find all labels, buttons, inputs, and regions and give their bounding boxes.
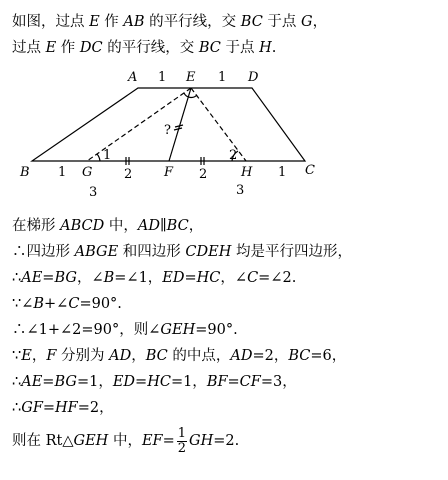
solution-line-5: ∴∠1+∠2=90°，则∠GEH=90°. (12, 322, 238, 338)
right-angle-arc (184, 93, 197, 97)
trapezoid-figure (0, 62, 448, 212)
solution-line-6: ∵E，F 分别为 AD，BC 的中点，AD=2，BC=6， (12, 348, 347, 364)
seg-ae-length: 1 (158, 70, 167, 85)
label-d: D (248, 70, 259, 85)
solution-line-4: ∵∠B+∠C=90°. (12, 296, 122, 312)
solution-line-7: ∴AE=BG=1，ED=HC=1，BF=CF=3， (12, 374, 297, 390)
below-g-value: 3 (89, 185, 98, 200)
label-a: A (128, 70, 138, 85)
ef-unknown-label: ? (164, 123, 171, 138)
angle-1-arc (97, 154, 100, 161)
seg-bg-length: 1 (58, 165, 67, 180)
solution-line-9: 则在 Rt△GEH 中，EF= $\frac{1}{2}$ GH=2. (12, 425, 240, 456)
label-f: F (164, 165, 174, 180)
seg-hc-length: 1 (278, 165, 287, 180)
label-b: B (20, 165, 30, 180)
intro-line-1: 如图，过点 E 作 AB 的平行线，交 BC 于点 G， (12, 14, 328, 30)
seg-gf-length: 2 (124, 167, 133, 182)
fraction-one-half: $\frac{1}{2}$ (177, 425, 187, 456)
intro-line-2: 过点 E 作 DC 的平行线，交 BC 于点 H. (12, 40, 277, 56)
angle-2-label: 2 (229, 148, 238, 163)
solution-line-8: ∴GF=HF=2， (12, 400, 114, 416)
segment-ef (169, 88, 191, 161)
label-h: H (241, 165, 253, 180)
seg-ed-length: 1 (218, 70, 227, 85)
segment-eh-dashed (191, 88, 246, 161)
below-h-value: 3 (236, 183, 245, 198)
solution-line-2: ∴四边形 ABGE 和四边形 CDEH 均是平行四边形， (12, 244, 352, 260)
label-c: C (305, 163, 315, 178)
solution-line-1: 在梯形 ABCD 中，AD∥BC， (12, 218, 204, 234)
seg-fh-length: 2 (199, 167, 208, 182)
angle-1-label: 1 (103, 148, 112, 163)
label-e: E (186, 70, 196, 85)
label-g: G (82, 165, 93, 180)
solution-line-3: ∴AE=BG，∠B=∠1，ED=HC，∠C=∠2. (12, 270, 297, 286)
